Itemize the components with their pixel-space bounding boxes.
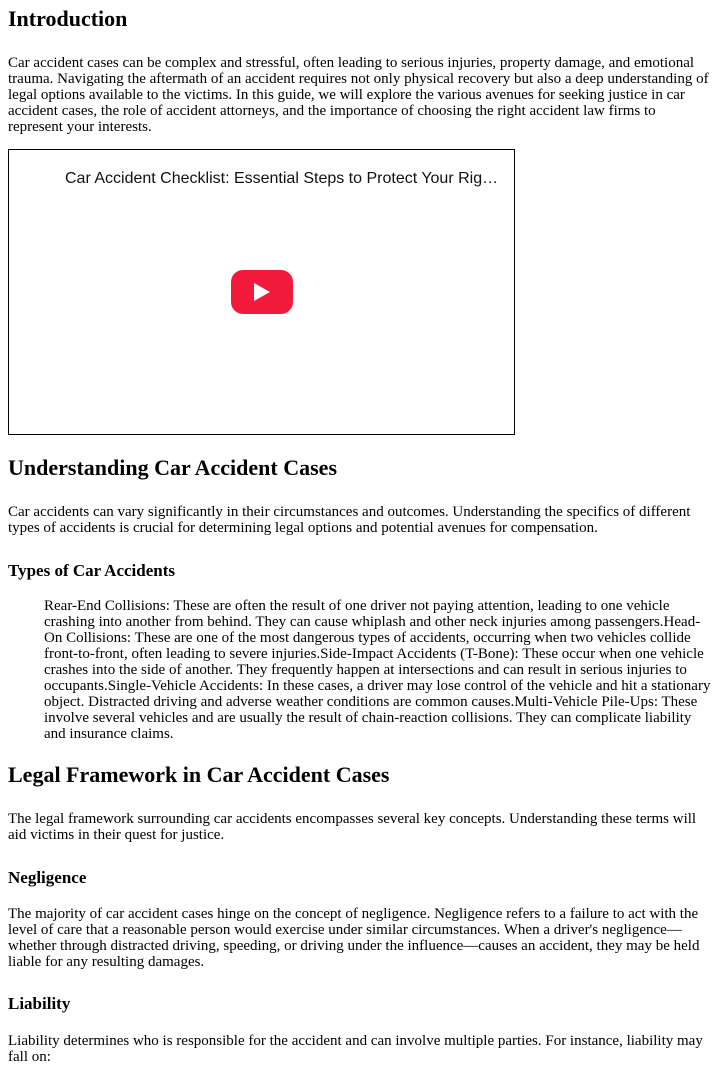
understanding-paragraph: Car accidents can vary significantly in their circumstances and outcomes. Understanding the specifics of different types of accidents is crucial for determining legal options and potential avenues for compensation. <box>8 504 691 536</box>
understanding-heading: Understanding Car Accident Cases <box>8 455 338 480</box>
legal-heading: Legal Framework in Car Accident Cases <box>8 762 390 787</box>
negligence-paragraph: The majority of car accident cases hinge on the concept of negligence. Negligence refers to a failure to act with the level of care that a reasonable person would exercise under similar circumstances. When a driver's negligence—whether through distracted driving, speeding, or driving under the influence—causes an accident, they may be held liable for any resulting damages. <box>8 906 700 970</box>
legal-paragraph: The legal framework surrounding car accidents encompasses several key concepts. Understanding these terms will aid victims in their quest for justice. <box>8 811 697 843</box>
types-blockquote: Rear-End Collisions: These are often the result of one driver not paying attention, leading to one vehicle crashing into another from behind. They can cause whiplash and other neck injuries among passengers.Head-On Collisions: These are one of the most dangerous types of accidents, occurring when two vehicles collide front-to-front, often leading to severe injuries.Side-Impact Accidents (T-Bone): These occur when one vehicle crashes into the side of another. They frequently happen at intersections and can result in serious injuries to occupants.Single-Vehicle Accidents: In these cases, a driver may lose control of the vehicle and hit a stationary object. Distracted driving and adverse weather conditions are common causes.Multi-Vehicle Pile-Ups: These involve several vehicles and are usually the result of chain-reaction collisions. They can complicate liability and insurance claims. <box>44 598 711 742</box>
intro-paragraph: Car accident cases can be complex and stressful, often leading to serious injuries, property damage, and emotional trauma. Navigating the aftermath of an accident requires not only physical recovery but also a deep understanding of legal options available to the victims. In this guide, we will explore the various avenues for seeking justice in car accident cases, the role of accident attorneys, and the importance of choosing the right accident law firms to represent your interests. <box>8 55 709 135</box>
negligence-heading: Negligence <box>8 868 87 887</box>
video-embed[interactable] <box>8 149 515 435</box>
video-title[interactable]: Car Accident Checklist: Essential Steps to Protect Your Rig… <box>65 170 499 187</box>
article <box>0 6 720 1065</box>
types-heading: Types of Car Accidents <box>8 561 176 580</box>
liability-paragraph: Liability determines who is responsible for the accident and can involve multiple parties. For instance, liability may fall on: <box>8 1033 703 1065</box>
intro-heading: Introduction <box>8 6 128 31</box>
youtube-play-icon[interactable] <box>231 270 293 314</box>
liability-heading: Liability <box>8 994 71 1013</box>
play-triangle-icon <box>253 283 271 301</box>
